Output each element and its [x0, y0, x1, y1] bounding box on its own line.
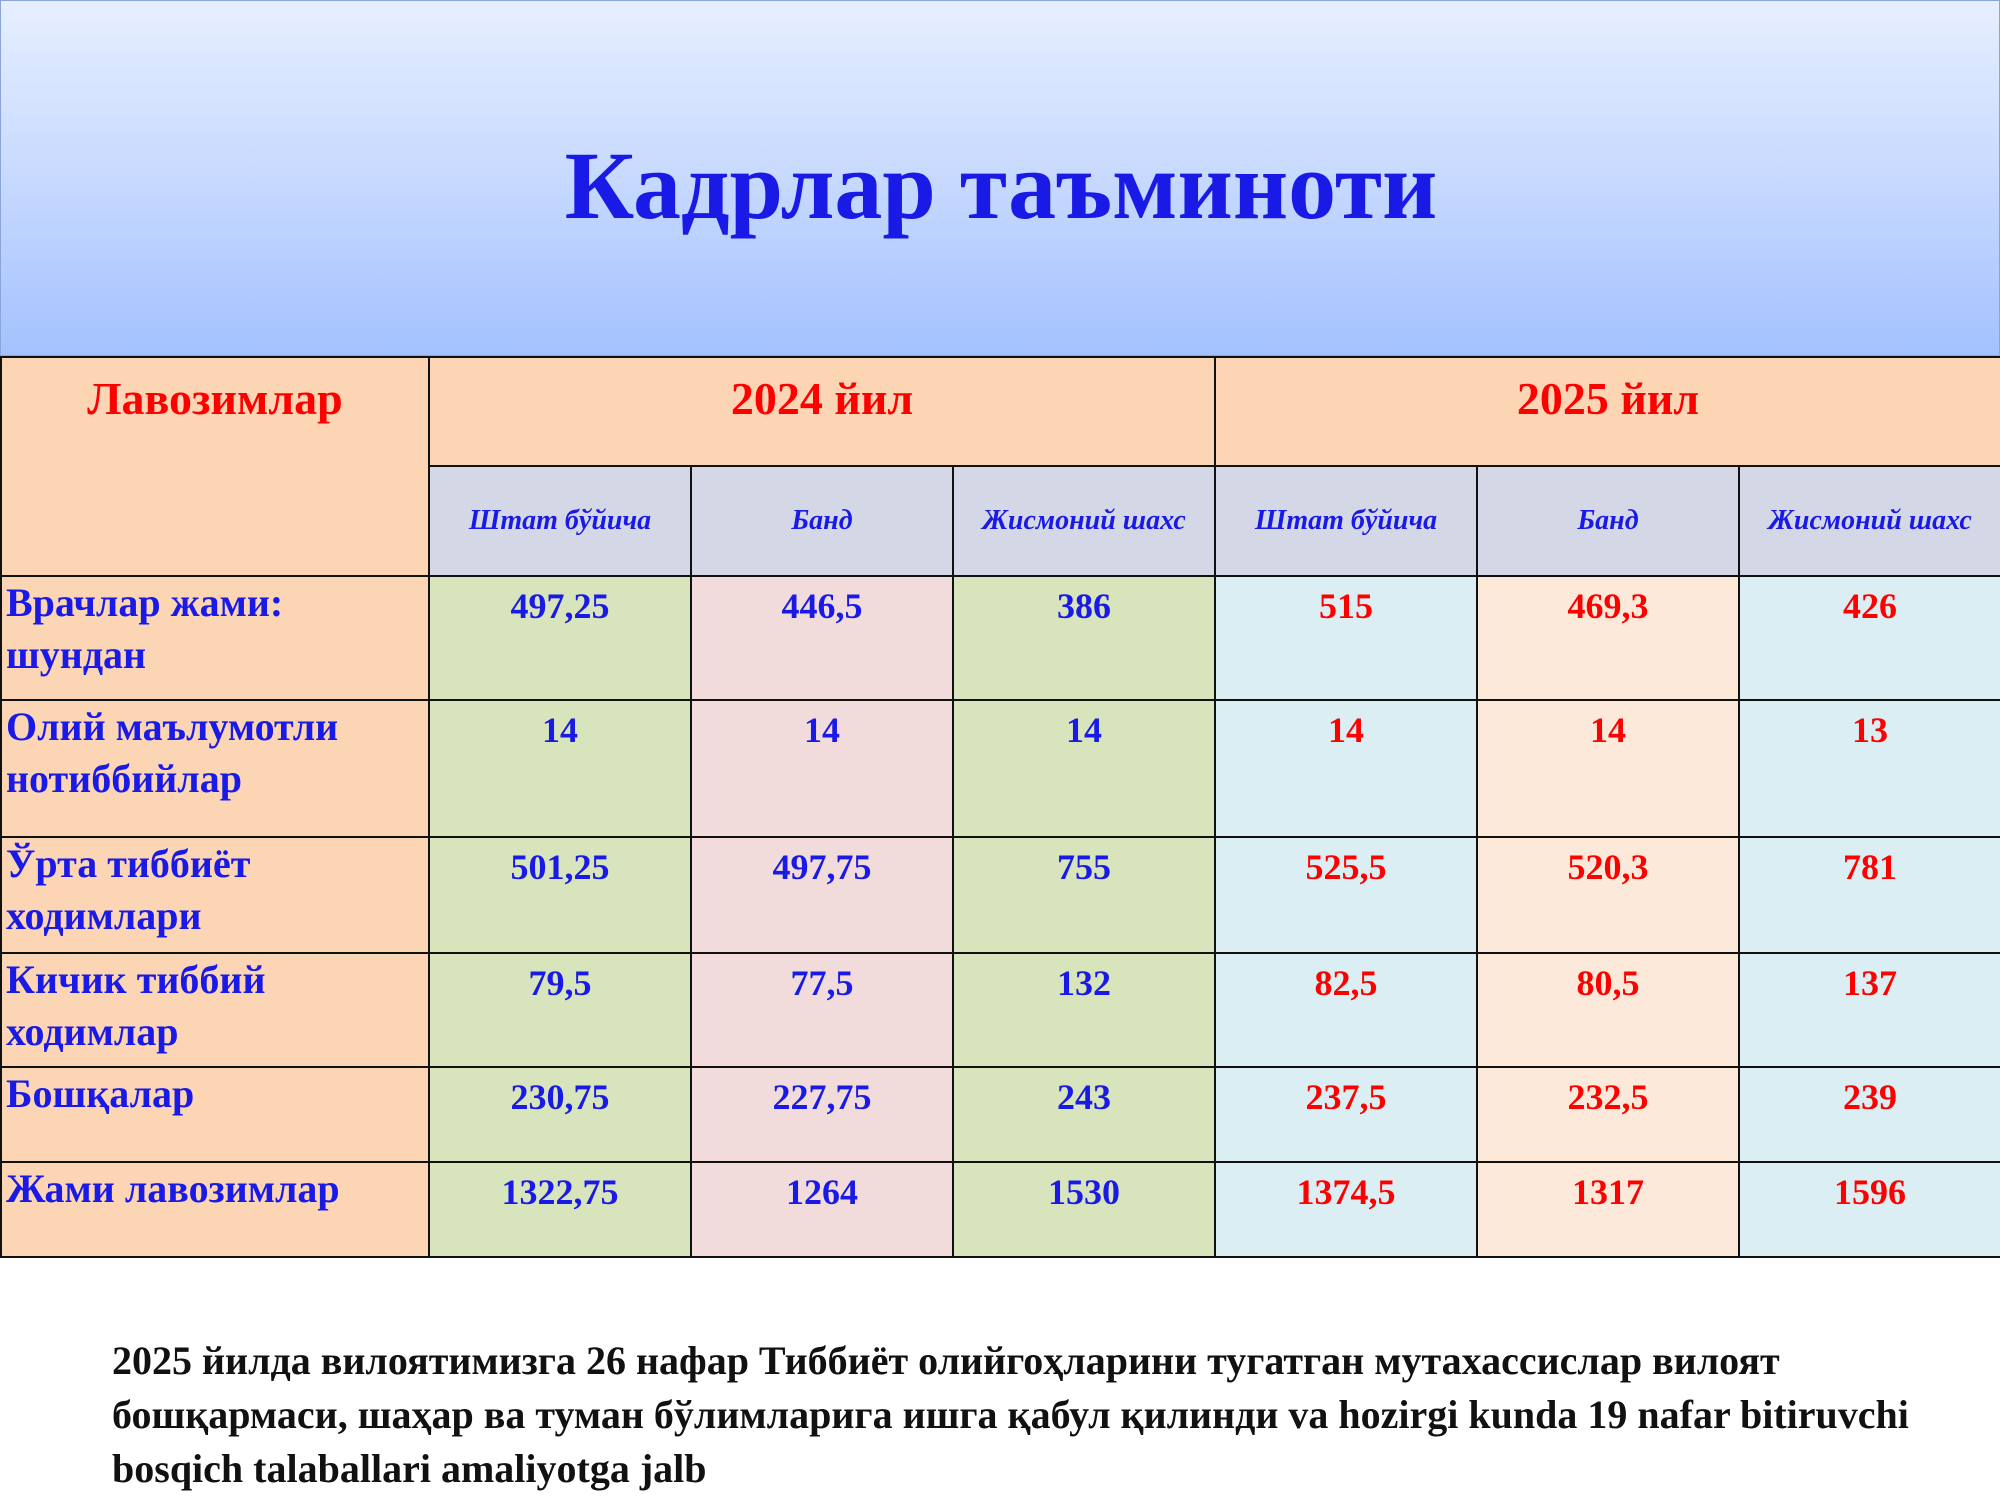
table-row	[1, 700, 2000, 837]
footer-paragraph: 2025 йилда вилоятимизга 26 нафар Тиббиёт олийгоҳларини тугатган мутахассислар вилоят бошқармаси, шаҳар ва туман бўлимларига ишга қабул қилинди va hozirgi kunda 19 nafar bitiruvchi bosqich talaballari amaliyotga jalb	[112, 1338, 1909, 1491]
table-cell: 237,5	[1215, 1067, 1477, 1162]
table-cell: 515	[1215, 576, 1477, 700]
subheader-staff-2025: Штат бўйича	[1215, 466, 1477, 576]
row-label: Жами лавозимлар	[1, 1162, 429, 1257]
table-cell: 525,5	[1215, 837, 1477, 953]
table-cell: 1374,5	[1215, 1162, 1477, 1257]
table-cell: 13	[1739, 700, 2000, 837]
table-cell: 469,3	[1477, 576, 1739, 700]
subheader-occupied-2025: Банд	[1477, 466, 1739, 576]
table-cell: 501,25	[429, 837, 691, 953]
table-row	[1, 576, 2000, 700]
table-row-total	[1, 1162, 2000, 1257]
table-cell: 497,75	[691, 837, 953, 953]
table-cell: 137	[1739, 953, 2000, 1067]
table-cell: 1317	[1477, 1162, 1739, 1257]
table-row	[1, 837, 2000, 953]
year-2025-header: 2025 йил	[1215, 357, 2000, 466]
table-cell: 227,75	[691, 1067, 953, 1162]
page-title: Кадрлар таъминоти	[564, 132, 1438, 239]
subheader-occupied-2024: Банд	[691, 466, 953, 576]
table-cell: 243	[953, 1067, 1215, 1162]
table-cell: 132	[953, 953, 1215, 1067]
table-cell: 386	[953, 576, 1215, 700]
table-cell: 1530	[953, 1162, 1215, 1257]
subheader-staff-2024: Штат бўйича	[429, 466, 691, 576]
table-cell: 14	[1215, 700, 1477, 837]
table-cell: 1264	[691, 1162, 953, 1257]
subheader-individuals-2024: Жисмоний шахс	[953, 466, 1215, 576]
row-label: Бошқалар	[1, 1067, 429, 1162]
table-cell: 520,3	[1477, 837, 1739, 953]
table-cell: 77,5	[691, 953, 953, 1067]
table-cell: 426	[1739, 576, 2000, 700]
row-label: Олий маълумотли нотиббийлар	[1, 700, 429, 837]
row-label: Кичик тиббий ходимлар	[1, 953, 429, 1067]
title-band	[0, 0, 2000, 356]
table-cell: 230,75	[429, 1067, 691, 1162]
table-cell: 755	[953, 837, 1215, 953]
table-header-row	[1, 357, 2000, 466]
staffing-table	[0, 356, 2000, 1258]
table-cell: 446,5	[691, 576, 953, 700]
table-cell: 79,5	[429, 953, 691, 1067]
table-cell: 14	[1477, 700, 1739, 837]
table-cell: 14	[429, 700, 691, 837]
subheader-individuals-2025: Жисмоний шахс	[1739, 466, 2000, 576]
table-cell: 1322,75	[429, 1162, 691, 1257]
year-2024-header: 2024 йил	[429, 357, 1215, 466]
row-label: Врачлар жами: шундан	[1, 576, 429, 700]
table-cell: 497,25	[429, 576, 691, 700]
table-row	[1, 953, 2000, 1067]
table-cell: 1596	[1739, 1162, 2000, 1257]
table-cell: 14	[953, 700, 1215, 837]
table-cell: 82,5	[1215, 953, 1477, 1067]
table-cell: 781	[1739, 837, 2000, 953]
position-column-header: Лавозимлар	[1, 357, 429, 576]
table-cell: 14	[691, 700, 953, 837]
table-cell: 232,5	[1477, 1067, 1739, 1162]
row-label: Ўрта тиббиёт ходимлари	[1, 837, 429, 953]
table-row	[1, 1067, 2000, 1162]
table-cell: 80,5	[1477, 953, 1739, 1067]
table-cell: 239	[1739, 1067, 2000, 1162]
